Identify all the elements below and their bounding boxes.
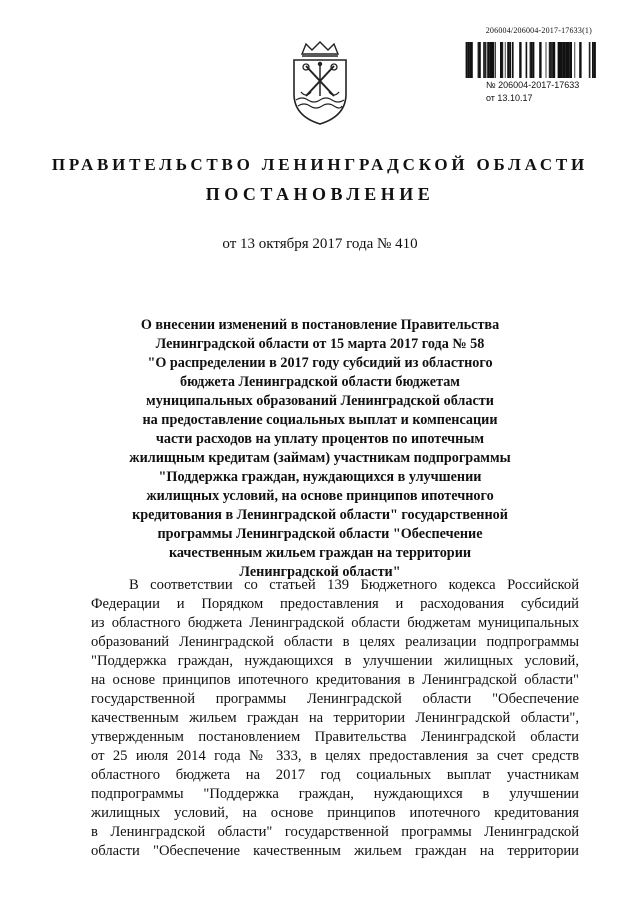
subject-line: кредитования в Ленинградской области" государственной <box>132 507 508 523</box>
body-line: жилищных условий, на основе принципов ипотечного кредитования <box>91 805 579 821</box>
body-line: от 25 июля 2014 года № 333, в целях предоставления за счет средств <box>91 748 579 764</box>
document-date: от 13 октября 2017 года № 410 <box>222 236 418 252</box>
document-subject <box>110 316 530 582</box>
subject-line: бюджета Ленинградской области бюджетам <box>180 374 460 390</box>
body-line: утвержденным постановлением Правительства Ленинградской области <box>91 729 579 745</box>
body-line: Федерации и Порядком предоставления и расходования субсидий <box>91 596 579 612</box>
subject-line: на предоставление социальных выплат и компенсации <box>142 412 498 428</box>
subject-line: жилищных условий, на основе принципов ипотечного <box>146 488 494 504</box>
body-line: областного бюджета на 2017 год социальных выплат участникам <box>91 767 579 783</box>
document-type: ПОСТАНОВЛЕНИЕ <box>205 184 435 204</box>
subject-line: муниципальных образований Ленинградской области <box>146 393 494 409</box>
subject-line: качественным жильем граждан на территории <box>168 545 472 561</box>
registration-number: № 206004-2017-17633 <box>486 80 580 90</box>
body-line: области "Обеспечение качественным жильем граждан на территории <box>91 843 579 859</box>
body-line: В соответствии со статьей 139 Бюджетного кодекса Российской <box>129 577 579 593</box>
body-line: государственной программы Ленинградской области "Обеспечение <box>91 691 579 707</box>
body-line: в Ленинградской области" государственной программы Ленинградской <box>91 824 579 840</box>
subject-line: жилищным кредитам (займам) участникам подпрограммы <box>129 450 511 466</box>
subject-line: "Поддержка граждан, нуждающихся в улучшении <box>158 469 482 485</box>
coat-of-arms-icon <box>284 40 356 126</box>
subject-line: программы Ленинградской области "Обеспечение <box>157 526 483 542</box>
body-line: образований Ленинградской области в целях реализации подпрограммы <box>91 634 579 650</box>
organization-title: ПРАВИТЕЛЬСТВО ЛЕНИНГРАДСКОЙ ОБЛАСТИ <box>51 155 589 174</box>
body-line: на основе принципов ипотечного кредитования в Ленинградской области" <box>91 672 579 688</box>
subject-line: части расходов на уплату процентов по ипотечным <box>155 431 485 447</box>
body-line: качественным жильем граждан на территории Ленинградской области", <box>91 710 579 726</box>
subject-line: Ленинградской области" <box>239 564 401 580</box>
body-line: из областного бюджета Ленинградской области бюджетам муниципальных <box>91 615 579 631</box>
subject-line: Ленинградской области от 15 марта 2017 года № 58 <box>155 336 485 352</box>
barcode-icon <box>464 42 596 78</box>
registration-date: от 13.10.17 <box>486 93 533 103</box>
body-line: "Поддержка граждан, нуждающихся в улучшении жилищных условий, <box>91 653 579 669</box>
subject-line: О внесении изменений в постановление Правительства <box>140 317 500 333</box>
document-id-top: 206004/206004-2017-17633(1) <box>485 26 592 35</box>
subject-line: "О распределении в 2017 году субсидий из областного <box>147 355 493 371</box>
body-line: подпрограммы "Поддержка граждан, нуждающихся в улучшении <box>91 786 579 802</box>
body-paragraph <box>91 576 579 861</box>
